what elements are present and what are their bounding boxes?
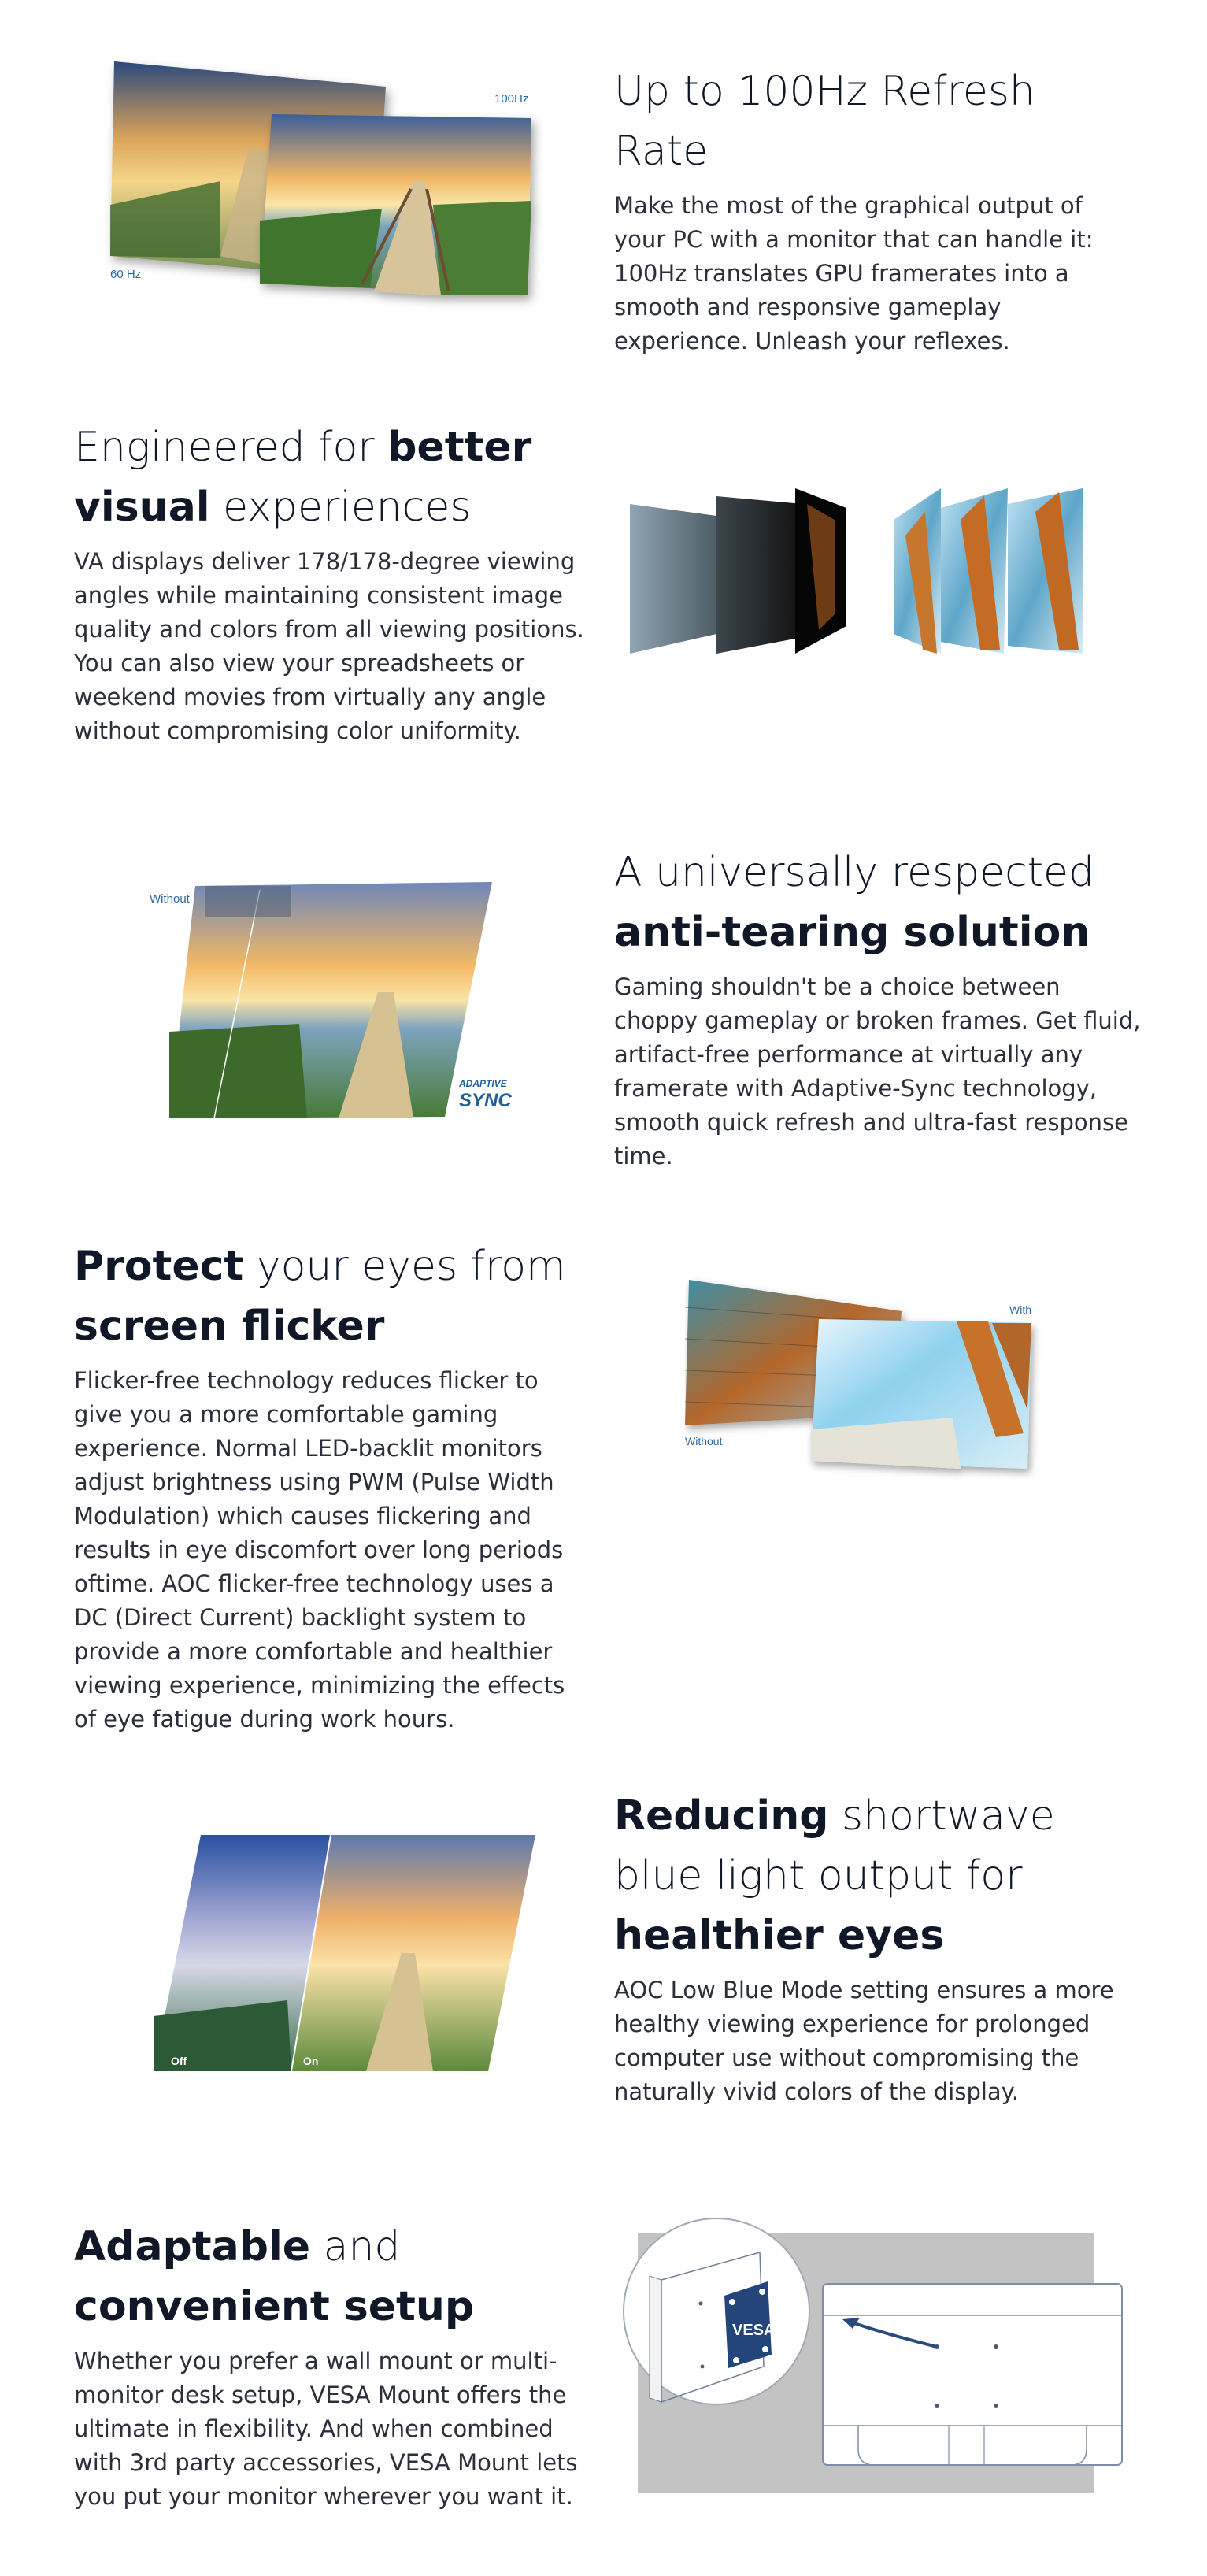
body-viewing: VA displays deliver 178/178-degree viewing angles while maintaining consistent image quality and colors from all viewing positions. You can also view your spreadsheets or weekend movies from virtually any angle without compromising color uniformity. [74, 548, 584, 744]
section-bluelight [0, 1780, 1207, 2142]
label-with: With [1009, 1303, 1031, 1316]
heading-antitearing: A universally respected anti-tearing solution [614, 849, 1095, 956]
label-on: On [303, 2055, 319, 2067]
body-bluelight: AOC Low Blue Mode setting ensures a more healthy viewing experience for prolonged computer use without compromising the naturally vivid colors of the display. [614, 1977, 1114, 2105]
heading-refresh: Up to 100Hz Refresh Rate [614, 68, 1035, 175]
viewing-angle-image [630, 488, 1118, 669]
adaptive-sync-image [142, 874, 528, 1126]
refresh-rate-image [102, 55, 559, 315]
adaptive-sync-logo [458, 1078, 512, 1111]
heading-bluelight: Reducing shortwave blue light output for healthier eyes [614, 1792, 1055, 1959]
100hz-frame [260, 114, 531, 295]
section-viewing [0, 410, 1207, 772]
section-refresh [0, 0, 1207, 354]
section-antitearing [0, 835, 1207, 1169]
body-vesa: Whether you prefer a wall mount or multi-monitor desk setup, VESA Mount offers the ultimate in flexibility. And when combined with 3rd party accessories, VESA Mount lets you put your monitor wherever you want it. [74, 2348, 578, 2510]
vesa-mount-image [614, 2209, 1134, 2520]
body-refresh: Make the most of the graphical output of your PC with a monitor that can handle it: 100Hz translates GPU framerates into a smooth and responsive gameplay experience. Unleash your reflexes. [614, 192, 1094, 354]
label-without: Without [150, 892, 190, 906]
heading-vesa: Adaptable and convenient setup [74, 2223, 475, 2330]
section-flicker [0, 1229, 1207, 1733]
label-60hz: 60 Hz [110, 268, 142, 281]
label-100hz: 100Hz [494, 92, 529, 106]
svg-text:SYNC: SYNC [459, 1090, 512, 1111]
low-blue-mode-image [154, 1827, 539, 2079]
flicker-free-image [685, 1276, 1063, 1481]
vesa-plate [724, 2281, 775, 2368]
vesa-plate-text: VESA [732, 2322, 776, 2339]
label-without: Without [685, 1435, 723, 1447]
with-frame [811, 1319, 1031, 1469]
section-vesa [0, 2201, 1207, 2532]
heading-viewing: Engineered for better visual experiences [74, 424, 532, 531]
zoom-circle [624, 2218, 809, 2404]
heading-flicker: Protect your eyes from screen flicker [74, 1243, 566, 1350]
body-antitearing: Gaming shouldn't be a choice between choppy gameplay or broken frames. Get fluid, artifact-free performance at virtually any framerate with Adaptive-Sync technology, smooth quick refresh and ultra-fast response time. [614, 973, 1141, 1169]
body-flicker: Flicker-free technology reduces flicker to give you a more comfortable gaming experience. Normal LED-backlit monitors adjust brightness using PWM (Pulse Width Modulation) which causes flickering and results in eye discomfort over long periods oftime. AOC flicker-free technology uses a DC (Direct Current) backlight system to provide a more comfortable and healthier viewing experience, minimizing the effects of eye fatigue during work hours. [74, 1367, 565, 1733]
monitor-back-outline [823, 2284, 1122, 2465]
tn-panels [630, 488, 846, 654]
label-off: Off [171, 2055, 187, 2067]
svg-text:ADAPTIVE: ADAPTIVE [459, 1078, 507, 1089]
va-panels [894, 488, 1083, 654]
